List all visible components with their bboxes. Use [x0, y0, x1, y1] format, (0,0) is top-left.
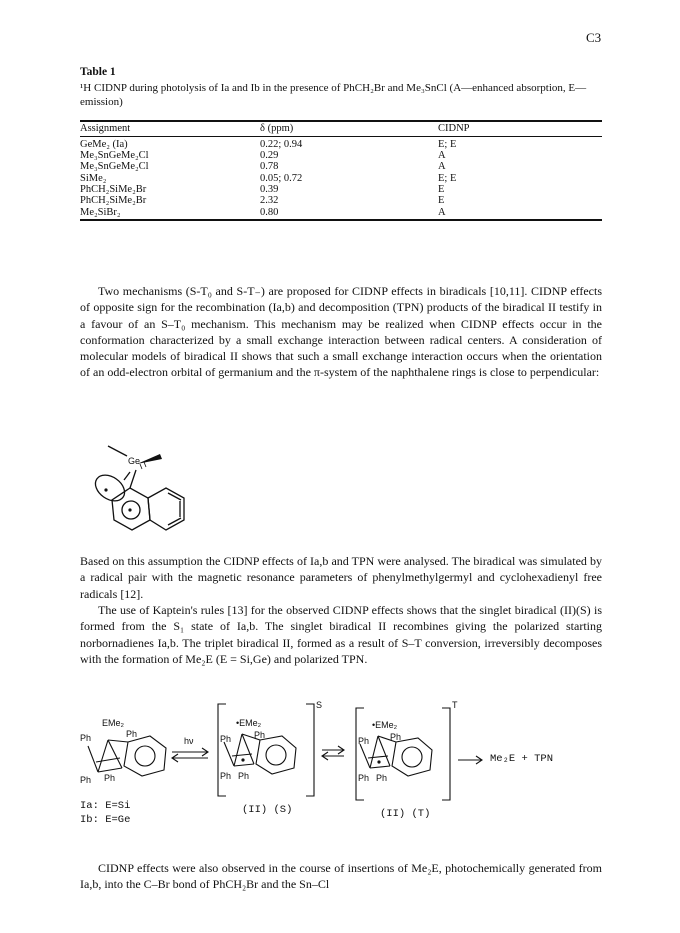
table-header-rule: [80, 136, 602, 137]
cell-assignment: PhCH₂SiMe₂Br: [80, 184, 147, 196]
table-bottom-rule: [80, 219, 602, 221]
reaction-scheme: [80, 700, 602, 826]
cell-cidnp: A: [438, 206, 446, 218]
cell-shift: 0.39: [260, 184, 279, 196]
germanium-label: Ge: [128, 456, 141, 466]
cell-assignment: Me₃SnGeMe₂Cl: [80, 149, 149, 161]
table-header-row: [80, 122, 602, 136]
compound-Ib-label: Ib: E=Ge: [80, 814, 131, 826]
ph-label: Ph: [220, 771, 232, 781]
table-title: Table 1: [80, 66, 116, 78]
cell-assignment: GeMe₂ (Ia): [80, 138, 128, 150]
header-assignment: Assignment: [80, 122, 131, 134]
cell-cidnp: E: [438, 184, 445, 196]
cell-shift: 0.78: [260, 161, 279, 173]
ph-label: Ph: [104, 773, 116, 783]
cell-cidnp: E; E: [438, 138, 457, 150]
cell-shift: 2.32: [260, 195, 279, 207]
cidnp-table: [80, 120, 602, 221]
product-label: Me₂E + TPN: [490, 753, 554, 765]
emeb-label: •EMe₂: [372, 720, 398, 730]
cell-shift: 0.29: [260, 149, 279, 161]
table-row: [80, 139, 602, 150]
table-row: [80, 161, 602, 172]
ph-label: Ph: [358, 736, 370, 746]
triplet-label: T: [452, 700, 458, 710]
emea-label: EMe₂: [102, 718, 124, 728]
hv-label: hν: [184, 736, 194, 746]
ph-label: Ph: [376, 773, 388, 783]
ph-label: Ph: [80, 775, 92, 785]
triplet-biradical-label: (II) (T): [380, 808, 431, 820]
cell-shift: 0.80: [260, 206, 279, 218]
ph-label: Ph: [220, 734, 232, 744]
cell-cidnp: E: [438, 195, 445, 207]
paragraph-mechanisms: Two mechanisms (S-T₀ and S-T₋) are proposed for CIDNP effects in biradicals [10,11]. CIDNP effects of opposite sign for the recombination (Ia,b) and decomposition (TPN) products of the biradical II testify in a favour of an S–T₀ mechanism. This mechanism may be realized when CIDNP effects occur in the conformation characterized by a small exchange interaction between radical centers. A consideration of molecular models of biradical II shows that such a small exchange interaction occurs when the orientation of an odd-electron orbital of germanium and the π-system of the naphthalene rings is close to perpendicular:: [80, 284, 602, 380]
cell-shift: 0.05; 0.72: [260, 172, 303, 184]
cell-cidnp: A: [438, 161, 446, 173]
table-row: [80, 195, 602, 206]
paragraph-assumption: Based on this assumption the CIDNP effects of Ia,b and TPN were analysed. The biradical was simulated by a radical pair with the magnetic resonance parameters of phenylmethylgermyl and cyclohexadienyl free radicals [12].: [80, 554, 602, 601]
cell-cidnp: E; E: [438, 172, 457, 184]
biradical-structure-drawing: [80, 444, 210, 542]
header-cidnp: CIDNP: [438, 122, 470, 134]
ph-label: Ph: [126, 729, 138, 739]
compound-Ia-label: Ia: E=Si: [80, 800, 131, 812]
singlet-label: S: [316, 700, 323, 710]
cell-cidnp: A: [438, 149, 446, 161]
biradical-conformation-figure: [80, 444, 210, 547]
table-row: [80, 184, 602, 195]
table-row: [80, 173, 602, 184]
header-shift: δ (ppm): [260, 122, 294, 134]
cell-assignment: Me₂SiBr₂: [80, 206, 121, 218]
table-row: [80, 207, 602, 218]
ph-label: Ph: [254, 730, 266, 740]
table-row: [80, 150, 602, 161]
ph-label: Ph: [358, 773, 370, 783]
paragraph-kaptein: The use of Kaptein's rules [13] for the observed CIDNP effects shows that the singlet biradical (II)(S) is formed from the S₁ state of Ia,b. The singlet biradical II recombines giving the polarized starting norbornadienes Ia,b. The triplet biradical II, formed as a result of S–T conversion, irreversibly decomposes with the formation of Me₂E (E = Si,Ge) and polarized TPN.: [80, 603, 602, 666]
singlet-biradical-label: (II) (S): [242, 804, 293, 816]
cell-shift: 0.22; 0.94: [260, 138, 303, 150]
ph-label: Ph: [238, 771, 250, 781]
ph-label: Ph: [80, 733, 92, 743]
table-caption: ¹H CIDNP during photolysis of Ia and Ib in the presence of PhCH₂Br and Me₃SnCl (A—enhanced absorption, E—emission): [80, 82, 587, 108]
paragraph-insertion: CIDNP effects were also observed in the course of insertions of Me₂E, photochemically generated from Ia,b, into the C–Br bond of PhCH₂Br and the Sn–Cl: [80, 861, 602, 892]
page-number: C3: [586, 30, 602, 45]
emeb-label: •EMe₂: [236, 718, 262, 728]
ph-label: Ph: [390, 732, 402, 742]
cell-assignment: PhCH₂SiMe₂Br: [80, 195, 147, 207]
cell-assignment: SiMe₂: [80, 172, 107, 184]
cell-assignment: Me₃SnGeMe₂Cl: [80, 161, 149, 173]
